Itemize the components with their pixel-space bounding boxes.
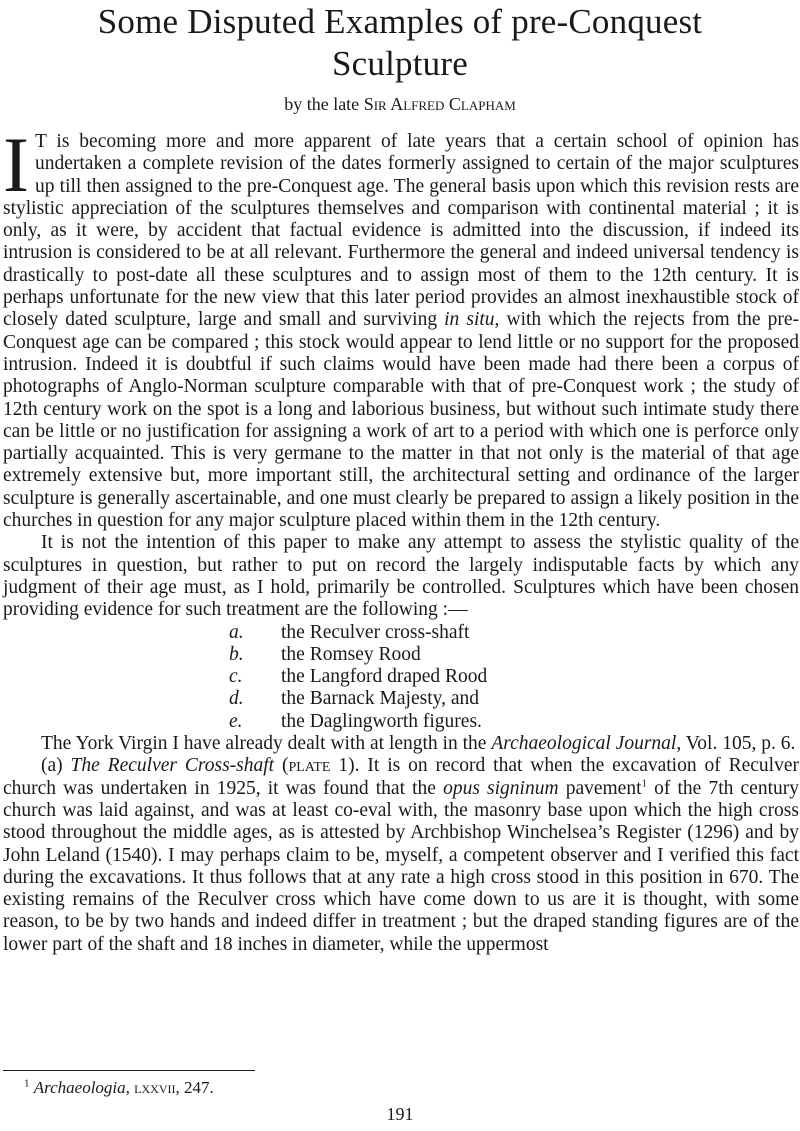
paragraph-reculver <box>3 755 799 956</box>
footnote-divider <box>3 1070 255 1071</box>
section-prefix: (a) <box>41 755 71 777</box>
list-item <box>229 711 799 733</box>
article-body <box>3 121 799 956</box>
intro-text-part-1: T is becoming more and more apparent of late years that a certain school of opinion has undertaken a complete revision of the dates formerly assigned to certain of the major sculptures up till then assigned to the pre-Conquest age. The general basis upon which this revision rests are stylistic appreciation of the sculptures themselves and comparison with continental material ; it is only, as it were, by accident that factual evidence is admitted into the discussion, if indeed its intrusion is considered to be at all relevant. Furthermore the general and indeed universal tendency is drastically to post-date all these sculptures and to assign most of them to the 12th century. It is perhaps unfortunate for the new view that this later period provides an almost inexhaustible stock of closely dated sculpture, large and small and surviving <box>3 131 799 331</box>
intro-text-part-2: , with which the rejects from the pre-Conquest age can be compared ; this stock would appear to lend little or no support for the proposed intrusion. Indeed it is doubtful if such claims would have been made had there been a corpus of photographs of Anglo-Norman sculpture comparable with that of pre-Conquest work ; the study of 12th century work on the spot is a long and laborious business, but without such intimate study there can be little or no justification for assigning a work of art to a period with which one is perforce only partially acquainted. This is very germane to the matter in that not only is the material of that age extremely extensive but, more important still, the architectural setting and ordinance of the larger sculpture is generally ascertainable, and one must clearly be prepared to assign a likely position in the churches in question for any major sculpture placed within them in the 12th century. <box>3 309 799 532</box>
york-text-part-1: The York Virgin I have already dealt with at length in the <box>41 733 492 755</box>
list-item-text: the Barnack Majesty, and <box>281 688 479 710</box>
list-item-letter: d. <box>229 688 244 710</box>
page-number: 191 <box>386 1104 414 1124</box>
author-byline <box>0 93 800 115</box>
footnote-volume: , lxxvii <box>125 1078 176 1097</box>
reculver-text-part-2: pavement <box>558 777 642 799</box>
list-item <box>229 666 799 688</box>
reculver-text-part-1: It is on record that when the excavation of Reculver church was undertaken in 1925, it was found that the <box>3 755 799 799</box>
list-item-text: the Reculver cross-shaft <box>281 621 470 643</box>
list-item-text: the Daglingworth figures. <box>281 710 482 732</box>
list-item-text: the Romsey Rood <box>281 643 421 665</box>
plate-open: ( <box>274 755 289 777</box>
york-text-part-2: , Vol. 105, p. 6. <box>676 733 796 755</box>
journal-name: Archaeological Journal <box>491 733 677 755</box>
footnote-mark: 1 <box>24 1077 30 1090</box>
plate-reference: plate 1 <box>288 755 349 777</box>
article-title-line-2: Sculpture <box>332 44 468 83</box>
paragraph-intro <box>3 121 799 532</box>
list-item-text: the Langford draped Rood <box>281 666 488 688</box>
footnote-pages: , 247. <box>175 1078 214 1097</box>
footnote-source: Archaeologia <box>33 1078 126 1097</box>
section-heading: The Reculver Cross-shaft <box>70 755 275 777</box>
list-item-letter: a. <box>229 621 244 643</box>
list-item-letter: b. <box>229 643 244 665</box>
opus-signinum: opus signinum <box>443 777 559 799</box>
article-title-line-1: Some Disputed Examples of pre-Conquest <box>97 2 703 41</box>
byline-prefix: by the late <box>284 94 364 114</box>
footnote-1 <box>24 1078 214 1098</box>
list-item <box>229 622 799 644</box>
paragraph-york-virgin <box>3 733 799 755</box>
author-name: Sir Alfred Clapham <box>363 94 516 114</box>
plate-close: ). <box>348 755 360 777</box>
list-item <box>229 644 799 666</box>
drop-cap: I <box>3 121 29 208</box>
list-item-letter: c. <box>229 666 243 688</box>
sculpture-list <box>3 622 799 733</box>
paragraph-intention: It is not the intention of this paper to make any attempt to assess the stylistic quality of the sculptures in question, but rather to put on record the largely indisputable facts by which any judgment of their age must, as I hold, primarily be controlled. Sculptures which have been chosen providing evidence for such treatment are the following :— <box>3 532 799 621</box>
list-item <box>229 688 799 710</box>
list-item-letter: e. <box>229 710 243 732</box>
footnote-reference[interactable]: 1 <box>641 777 647 790</box>
reculver-text-part-3: of the 7th century church was laid against, and was at least co-eval with, the masonry base upon which the high cross stood throughout the middle ages, as is attested by Archbishop Winchelsea’s Register (1296) and by John Leland (1540). I may perhaps claim to be, myself, a competent observer and I verified this fact during the excavations. It thus follows that at any rate a high cross stood in this position in 670. The existing remains of the Reculver cross which have come down to us are it is thought, with some reason, to be by two hands and indeed differ in treatment ; but the draped standing figures are of the lower part of the shaft and 18 inches in diameter, while the uppermost <box>3 777 799 955</box>
intro-italic-in-situ: in situ <box>444 309 495 331</box>
